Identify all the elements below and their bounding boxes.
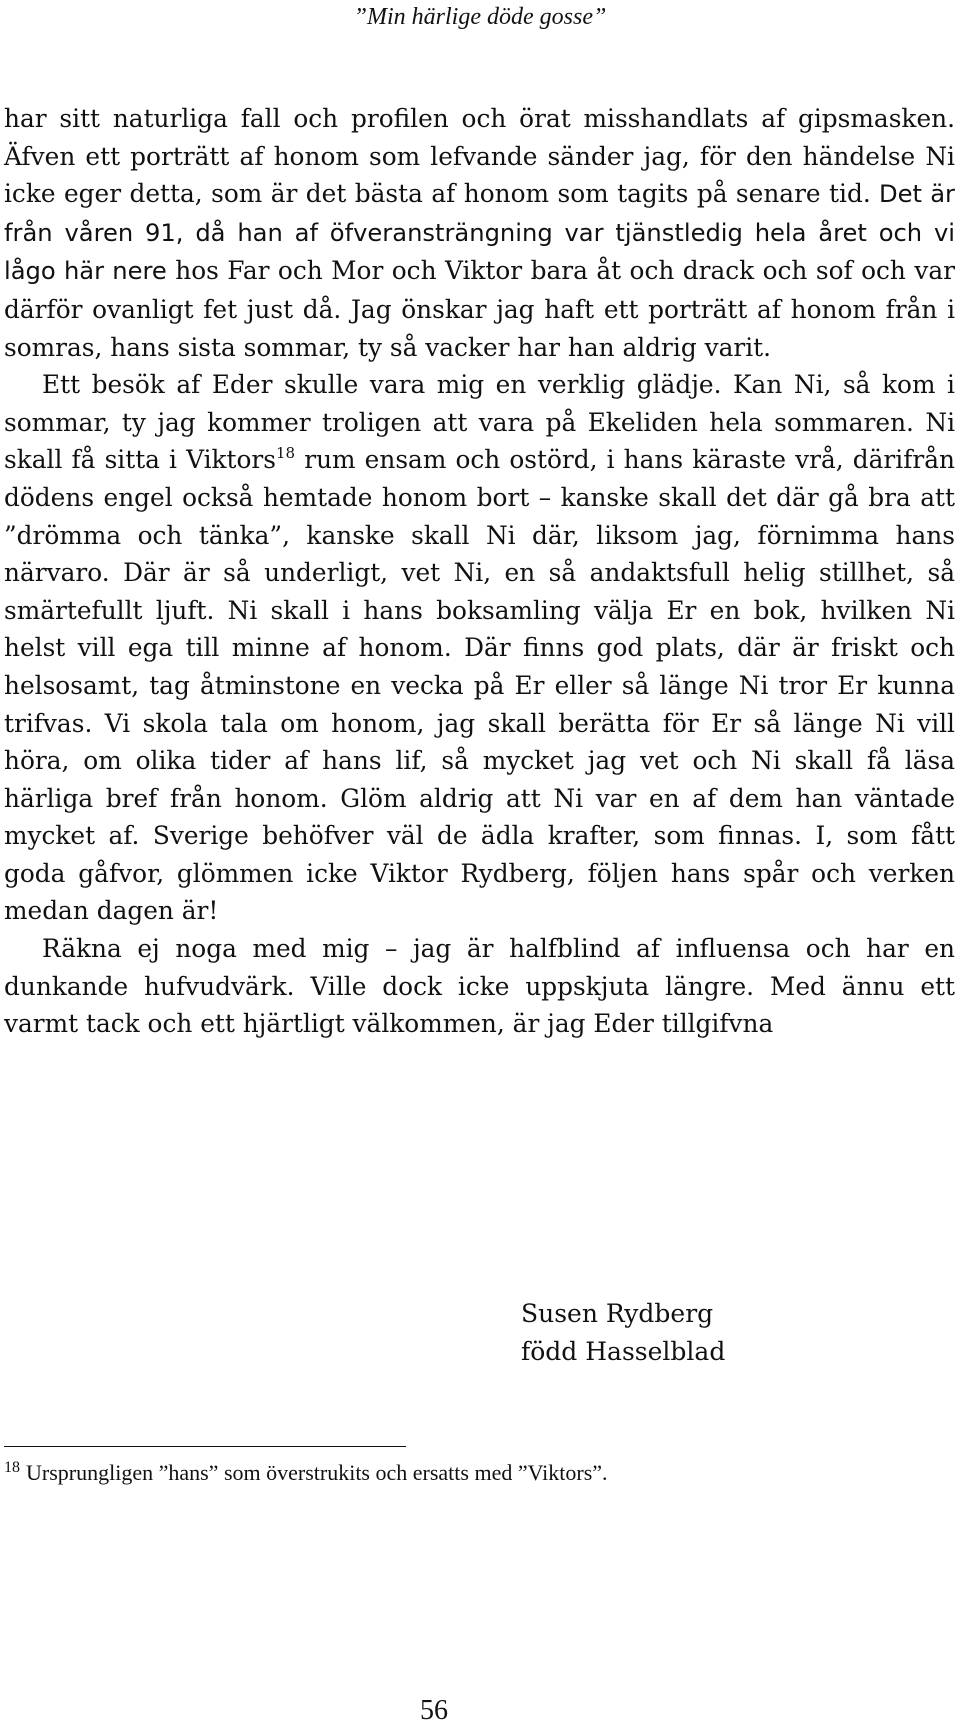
paragraph-2-text-start: Ett besök af Eder skulle vara mig en verklig glädje. Kan Ni, så kom i sommar, ty jag kommer troligen att vara på Ekeliden hela sommaren. Ni skall få sitta i Viktors — [4, 370, 955, 475]
paragraph-2 — [4, 366, 955, 930]
paragraph-1-text-sans-run: Det är från våren 91, då han af öfveransträngning var tjänstledig hela året och vi lågo här nere — [4, 180, 955, 286]
signature-name: Susen Rydberg — [521, 1299, 714, 1328]
footnote-text: Ursprungligen ”hans” som överstrukits och ersatts med ”Viktors”. — [26, 1460, 608, 1485]
footnote-mark: 18 — [4, 1459, 20, 1476]
footnote-divider — [4, 1446, 406, 1447]
letter-body — [4, 100, 955, 1043]
paragraph-2-text-end: rum ensam och ostörd, i hans käraste vrå, därifrån dödens engel också hemtade honom bort – kanske skall det där gå bra att ”drömma och tänka”, kanske skall Ni där, liksom jag, förnimma hans närvaro. Där är så underligt, vet Ni, en så andaktsfull helig stillhet, så smärtefullt ljuft. Ni skall i hans boksamling välja Er en bok, hvilken Ni helst vill ega till minne af honom. Där finns god plats, där är friskt och helsosamt, tag åtminstone en vecka på Er eller så länge Ni tror Er kunna trifvas. Vi skola tala om honom, jag skall berätta för Er så länge Ni vill höra, om olika tider af hans lif, så mycket jag vet och Ni skall få läsa härliga bref från honom. Glöm aldrig att Ni var en af dem han väntade mycket af. Sverige behöfver väl de ädla krafter, som finnas. I, som fått goda gåfvor, glömmen icke Viktor Rydberg, följen hans spår och verken medan dagen är! — [4, 445, 956, 926]
signature-block — [521, 1295, 725, 1371]
paragraph-1-text-end: hos Far och Mor och Viktor bara åt och drack och sof och var därför ovanligt fet just då. Jag önskar jag haft ett porträtt af honom från i somras, hans sista sommar, ty så vacker har han aldrig varit. — [4, 256, 955, 362]
paragraph-1-text-start: har sitt naturliga fall och profilen och örat misshandlats af gipsmasken. Äfven ett porträtt af honom som lefvande sänder jag, för den händelse Ni icke eger detta, som är det bästa af honom som tagits på senare tid. — [4, 104, 955, 209]
footnote — [4, 1459, 608, 1487]
paragraph-1 — [4, 100, 955, 366]
running-header: ”Min härlige döde gosse” — [353, 4, 607, 30]
paragraph-3: Räkna ej noga med mig – jag är halfblind af influensa och har en dunkande hufvudvärk. Ville dock icke uppskjuta längre. Med ännu ett varmt tack och ett hjärtligt välkommen, är jag Eder tillgifvna — [4, 934, 955, 1039]
signature-birth-name: född Hasselblad — [521, 1337, 726, 1366]
page-number: 56 — [420, 1695, 448, 1726]
footnote-reference: 18 — [276, 444, 296, 463]
